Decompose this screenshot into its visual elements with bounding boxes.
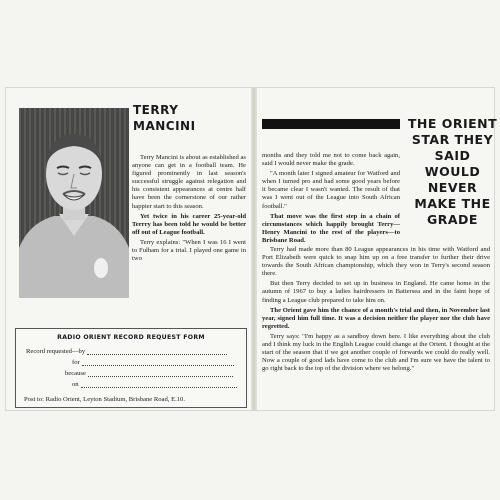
article-column-right-top <box>262 152 400 247</box>
player-last-name: MANCINI <box>133 119 196 133</box>
form-post-address: Post to: Radio Orient, Leyton Stadium, Brisbane Road, E.10. <box>24 396 185 403</box>
paragraph: "A month later I signed amateur for Watford and when I turned pro and had some good years before it became clear I wasn't wanted. The result of that was I went out of the League into South African football." <box>262 170 400 210</box>
paragraph: Yet twice in his career 25-year-old Terrry has been told he would be better off out of League football. <box>132 212 246 236</box>
form-row <box>26 348 227 357</box>
form-input-line[interactable] <box>82 359 234 366</box>
player-first-name: TERRY <box>133 103 179 117</box>
record-request-form <box>15 328 247 408</box>
form-label: Record requested—by <box>26 348 86 355</box>
form-input-line[interactable] <box>81 381 237 388</box>
form-row <box>72 359 234 368</box>
page-gutter <box>251 88 257 410</box>
headline-line: THE ORIENT <box>407 116 498 131</box>
form-label: because <box>65 370 86 377</box>
programme-spread <box>6 88 498 410</box>
paragraph: Terry had made more than 80 League appearances in his time with Watford and Port Elizabeth were quick to snap him up on a free transfer to further their drive towards the South African championship, which they won in Terry's second season there. <box>262 246 490 278</box>
paragraph: Terry Mancini is about as established as anyone can get in a football team. He figured prominently in last season's successful struggle against relegation and his consistent appearances at centre half have been the cornerstone of our rather happier start to this season. <box>132 154 246 210</box>
headline-line: MAKE THE <box>414 196 491 211</box>
form-input-line[interactable] <box>87 348 227 355</box>
headline-line: NEVER <box>427 180 478 195</box>
paragraph: The Orient gave him the chance of a month's trial and then, in November last year, signed him full time. It was a decision neither the player nor the club have regretted. <box>262 306 490 330</box>
paragraph: Terry says: "I'm happy as a sandboy down here. I like everything about the club and I think my luck in the English League could change at the Orient. I thought at the start of the season that if we got another couple of forwards we could do really well. Now a couple of good lads have come to the club and I'm sure we have the talent to go right back to the top of the division where we belong." <box>262 332 490 373</box>
paragraph: That move was the first step in a chain of circumstances which happily brought Terry—Henry Mancini to the rest of the players—to Brisbane Road. <box>262 212 400 244</box>
headline-line: STAR THEY <box>411 132 494 147</box>
article-column-left <box>132 154 246 265</box>
form-label: on <box>72 381 79 388</box>
title-rule-right <box>262 119 400 129</box>
article-column-right-bottom <box>262 246 490 375</box>
form-row <box>72 381 237 390</box>
form-title: RADIO ORIENT RECORD REQUEST FORM <box>57 334 205 341</box>
form-input-line[interactable] <box>88 370 233 377</box>
paragraph: Terry explains: "When I was 16 I went to Fulham for a trial. I played one game in two <box>132 238 246 263</box>
paragraph: months and they told me not to come back again, said I would never make the grade. <box>262 152 400 168</box>
paragraph: But then Terry decided to set up in business in England. He came home in the autumn of 1967 to buy a ladies hairdressers in Battersea and in the faint hope of finding a League club prepared to take him on. <box>262 280 490 304</box>
headline-line: SAID WOULD <box>424 148 481 179</box>
headline-line: GRADE <box>427 212 478 227</box>
form-row <box>65 370 233 379</box>
player-photo <box>19 108 129 298</box>
article-headline <box>405 116 500 228</box>
form-label: for <box>72 359 80 366</box>
